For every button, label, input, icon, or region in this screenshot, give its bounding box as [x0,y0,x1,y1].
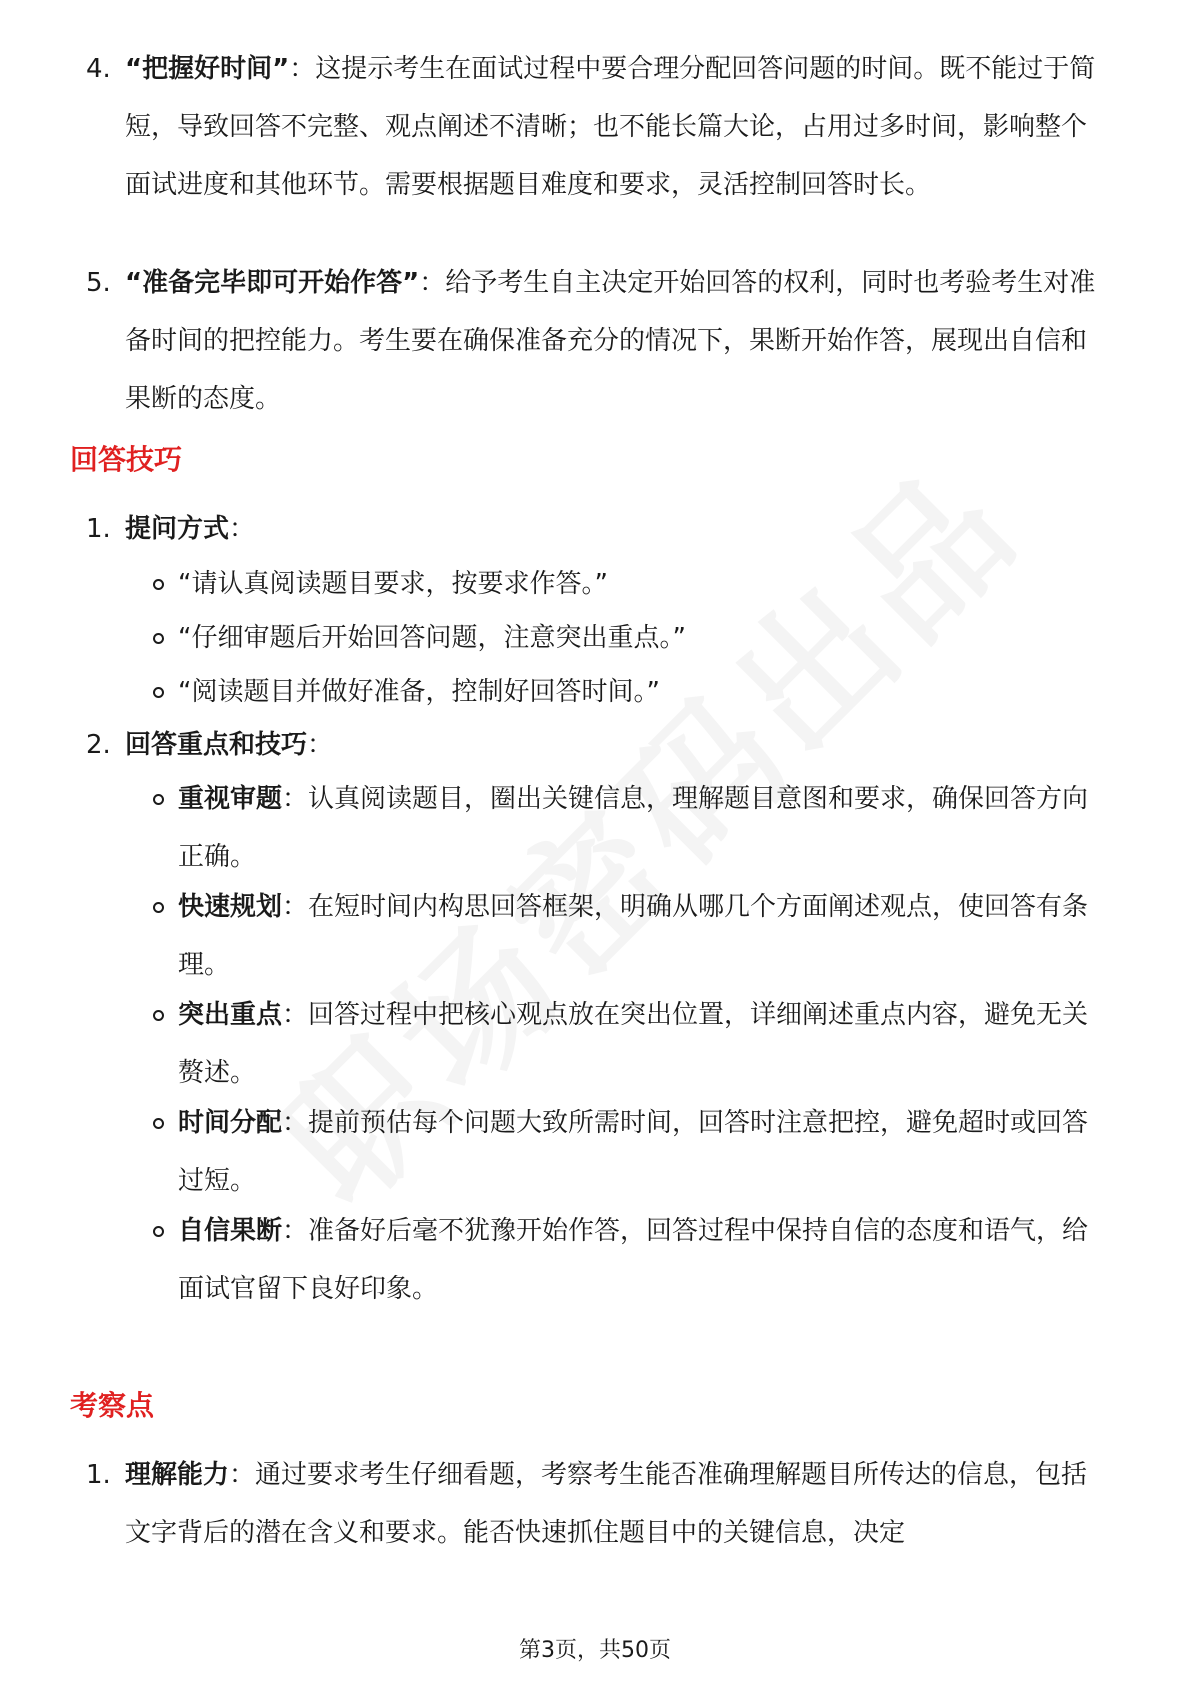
item-body: ：这提示考生在面试过程中要合理分配回答问题的时间。既不能过于简短，导致回答不完整、观点阐述不清晰；也不能长篇大论，占用过多时间，影响整个面试进度和其他环节。需要根据题目难度和要求，灵活控制回答时长。 [125,54,1096,200]
bullet-icon [153,687,164,698]
quote-text: “请认真阅读题目要求，按要求作答。” [178,569,608,599]
item-body: ： [307,730,334,760]
list-item-text [125,716,1110,774]
section-title-points: 考察点 [70,1389,155,1422]
bold-term: 回答重点和技巧 [125,730,308,760]
item-body: ： [229,514,256,544]
bold-term: 提问方式 [125,514,230,544]
technique-body: ：准备好后毫不犹豫开始作答，回答过程中保持自信的态度和语气，给面试官留下良好印象。 [178,1216,1089,1304]
list-number: 1. [86,1460,111,1490]
page-footer: 第3页，共50页 [519,1638,671,1663]
bold-term: 理解能力 [125,1460,230,1490]
item-body: ：通过要求考生仔细看题，考察考生能否准确理解题目所传达的信息，包括文字背后的潜在含义和要求。能否快速抓住题目中的关键信息，决定 [125,1460,1088,1548]
bullet-icon [153,633,164,644]
list-item-text [125,254,1110,428]
technique-text [178,770,1108,886]
bold-term: 时间分配 [178,1108,283,1138]
bullet-icon [153,579,164,590]
bold-term: 快速规划 [178,892,283,922]
technique-body: ：提前预估每个问题大致所需时间，回答时注意把控，避免超时或回答过短。 [178,1108,1089,1196]
list-item-text [125,1446,1110,1562]
technique-body: ：在短时间内构思回答框架，明确从哪几个方面阐述观点，使回答有条理。 [178,892,1089,980]
bullet-icon [153,1226,164,1237]
list-item-text [125,500,1110,558]
bullet-icon [153,794,164,805]
quote-text: “阅读题目并做好准备，控制好回答时间。” [178,677,660,707]
section-title-tips: 回答技巧 [70,443,183,476]
quote-text: “仔细审题后开始回答问题，注意突出重点。” [178,623,686,653]
technique-text [178,986,1108,1102]
list-number: 4. [86,54,111,84]
bold-term: 自信果断 [178,1216,283,1246]
item-body: ：给予考生自主决定开始回答的权利，同时也考验考生对准备时间的把控能力。考生要在确保准备充分的情况下，果断开始作答，展现出自信和果断的态度。 [125,268,1096,414]
list-number: 1. [86,514,111,544]
technique-body: ：回答过程中把核心观点放在突出位置，详细阐述重点内容，避免无关赘述。 [178,1000,1089,1088]
technique-text [178,1202,1108,1318]
bold-term: 突出重点 [178,1000,283,1030]
bullet-icon [153,902,164,913]
technique-body: ：认真阅读题目，圈出关键信息，理解题目意图和要求，确保回答方向正确。 [178,784,1089,872]
bold-term: “准备完毕即可开始作答” [125,268,420,298]
technique-text [178,878,1108,994]
bullet-icon [153,1010,164,1021]
bullet-icon [153,1118,164,1129]
list-item-text [125,40,1110,214]
bold-term: 重视审题 [178,784,283,814]
list-number: 5. [86,268,111,298]
list-number: 2. [86,730,111,760]
technique-text [178,1094,1108,1210]
bold-term: “把握好时间” [125,54,290,84]
